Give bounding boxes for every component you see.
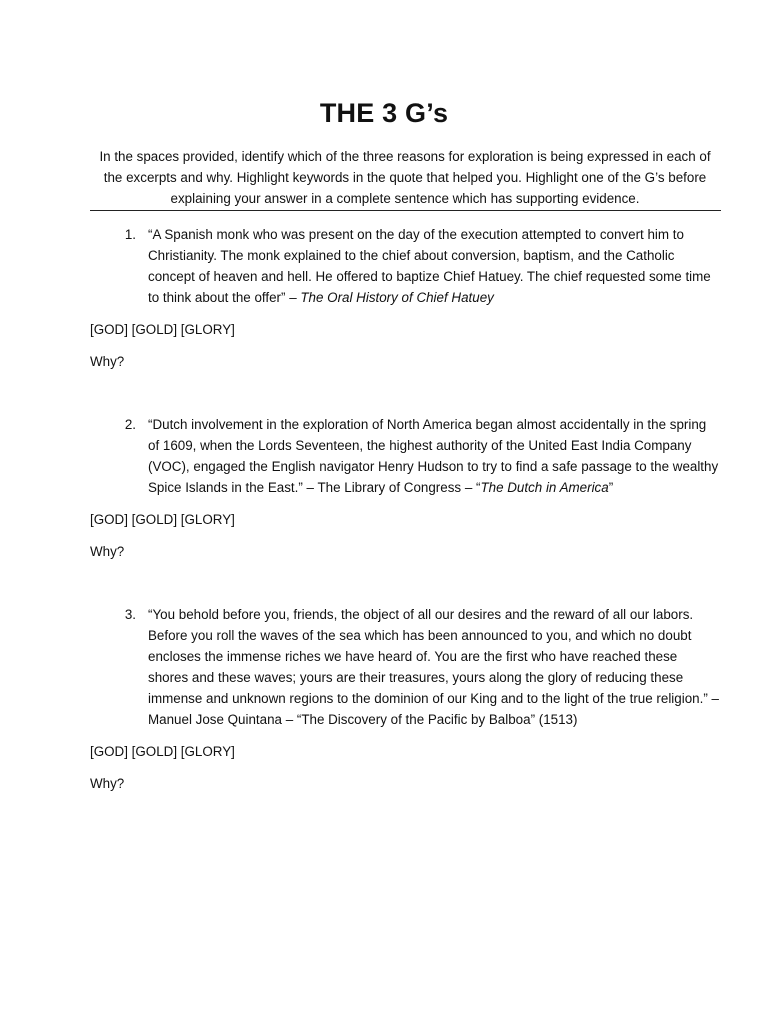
page-title: THE 3 G’s xyxy=(319,98,449,128)
excerpt-quote xyxy=(148,604,720,730)
instructions: In the spaces provided, identify which of the three reasons for exploration is being expressed in each of the excerpts and why. Highlight keywords in the quote that helped you. Highlight one of the G’s before explaining your answer in a complete sentence which has supporting evidence. xyxy=(99,149,711,206)
excerpt-quote-row xyxy=(90,604,720,730)
why-prompt: Why? xyxy=(90,776,125,791)
excerpt-number: 1. xyxy=(124,227,136,242)
excerpt-quote-row xyxy=(90,224,720,308)
excerpt-quote xyxy=(148,414,720,498)
excerpt-item-3 xyxy=(90,604,720,794)
excerpt-number: 3. xyxy=(124,607,136,622)
excerpt-item-2 xyxy=(90,414,720,562)
divider xyxy=(90,210,721,211)
choice-options[interactable]: [GOD] [GOLD] [GLORY] xyxy=(90,512,235,527)
why-prompt: Why? xyxy=(90,354,125,369)
quote-source: The Dutch in America xyxy=(480,480,609,495)
quote-text: “A Spanish monk who was present on the day of the execution attempted to convert him to Christianity. The monk explained to the chief about conversion, baptism, and the Catholic concept of heaven and hell. He offered to baptize Chief Hatuey. The chief requested some time to think about the offer” – xyxy=(148,227,711,305)
quote-text: “Dutch involvement in the exploration of North America began almost accidentally in the spring of 1609, when the Lords Seventeen, the highest authority of the United East India Company (VOC), engaged the English navigator Henry Hudson to try to find a safe passage to the wealthy Spice Islands in the East.” – The Library of Congress – “ xyxy=(148,417,719,495)
excerpt-number: 2. xyxy=(124,417,136,432)
quote-source-tail: ” xyxy=(608,480,614,495)
choice-options[interactable]: [GOD] [GOLD] [GLORY] xyxy=(90,744,235,759)
excerpt-quote-row xyxy=(90,414,720,498)
quote-text: “You behold before you, friends, the object of all our desires and the reward of all our labors. Before you roll the waves of the sea which has been announced to you, and which no doubt encloses the immense riches we have heard of. You are the first who have reached these shores and these waves; yours are their treasures, yours along the glory of reducing these immense and unknown regions to the dominion of our King and to the light of the true religion.” – Manuel Jose Quintana – “The Discovery of the Pacific by Balboa” (1513) xyxy=(148,607,719,727)
why-prompt: Why? xyxy=(90,544,125,559)
excerpt-quote xyxy=(148,224,720,308)
excerpt-item-1 xyxy=(90,224,720,372)
choice-options[interactable]: [GOD] [GOLD] [GLORY] xyxy=(90,322,235,337)
quote-source: The Oral History of Chief Hatuey xyxy=(300,290,494,305)
